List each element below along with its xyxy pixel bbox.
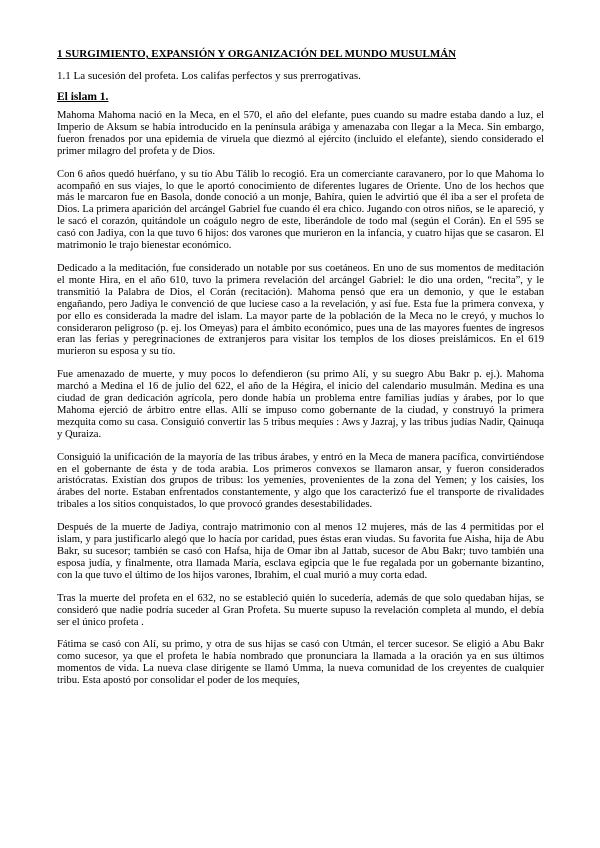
document-title: 1 SURGIMIENTO, EXPANSIÓN Y ORGANIZACIÓN DEL MUNDO MUSULMÁN	[57, 48, 457, 60]
paragraph-5: Consiguió la unificación de la mayoría de las tribus árabes, y entró en la Meca de manera pacífica, convirtiéndose en el gobernante de ésta y de toda arabia. Los primeros convexos se llamaron ansar, y fueron considerados aristócratas. Existían dos grupos de tribus: los yemeníes, provenientes de la zona del Yemen; y los caisíes, los árabes del norte. Estaban enfrentados constantemente, y algo que los caracterizó fue el transporte de rivalidades tribales a los sitios conquistados, lo que provocó grandes desestabilidades.	[57, 451, 544, 511]
paragraph-6: Después de la muerte de Jadiya, contrajo matrimonio con al menos 12 mujeres, más de las 4 permitidas por el islam, y para justificarlo alegó que lo hacía por caridad, pues éstas eran viudas. Su favorita fue Aisha, hija de Abu Bakr, su sucesor; también se casó con Hafsa, hija de Omar ibn al Jattab, sucesor de Abu Bakr; tuvo también una esposa judía, y finalmente, otra llamada María, esclava egipcia que le fue regalada por un gobernante bizantino, con la que tuvo el último de los hijos varones, Ibrahim, el cual murió a muy corta edad.	[57, 522, 544, 581]
document-page	[57, 48, 544, 698]
section-heading: El islam 1.	[57, 91, 109, 103]
paragraph-8: Fátima se casó con Alí, su primo, y otra de sus hijas se casó con Utmán, el tercer sucesor. Se eligió a Abu Bakr como sucesor, ya que el profeta le había nombrado que pronunciara la llamada a la oración ya en sus últimos momentos de vida. La nueva clase dirigente se llamó Umma, la nueva comunidad de los creyentes de cualquier tribu. Esta apostó por consolidar el poder de los mequíes,	[57, 639, 544, 687]
paragraph-3: Dedicado a la meditación, fue considerado un notable por sus coetáneos. En uno de sus momentos de meditación el monte Hira, en el año 610, tuvo la primera revelación del arcángel Gabriel: le dio una orden, “recita”, y le transmitió la Palabra de Dios, el Corán (recitación). Mahoma pensó que era un demonio, y que le estaban engañando, pero Jadiya le convenció de que luciese caso a la revelación, y así fue. Esta fue la primera convexa, y por ello es considerada la madre del islam. La mayor parte de la población de la Meca no le creyó, y muchos lo consideraron peligroso (p. ej. los Omeyas) para el ámbito económico, pues una de las mayores fuentes de ingresos eran las ferias y peregrinaciones de extranjeros para visitar los templos de los dioses preislámicos. En el 619 murieron su esposa y su tío.	[57, 262, 544, 358]
paragraph-2: Con 6 años quedó huérfano, y su tío Abu Tálib lo recogió. Era un comerciante caravanero, por lo que Mahoma lo acompañó en sus viajes, lo que le aportó conocimiento de diferentes lugares de Oriente. Uno de los hechos que más le marcaron fue en Basola, donde conoció a un monje, Bahíra, quien le advirtió que él iba a ser el profeta de Dios. La primera aparición del arcángel Gabriel fue cuando él era chico. Jugando con otros niños, se le apareció, y le sacó el corazón, quitándole un coágulo negro de este, liberándole de todo mal (según el Corán). En el 595 se casó con Jadiya, con la que tuvo 6 hijos: dos varones que murieron en la infancia, y cuatro hijas que se casaron. El matrimonio le trajo bienestar económico.	[57, 168, 544, 252]
paragraph-1: Mahoma Mahoma nació en la Meca, en el 570, el año del elefante, pues cuando su madre estaba dando a luz, el Imperio de Aksum se había introducido en la península arábiga y amenazaba con llegar a la Meca. Sin embargo, fueron frenados por una epidemia de viruela que diezmó al ejército (incluido el elefante), siendo considerado el primer milagro del profeta y de Dios.	[57, 110, 544, 157]
paragraph-4: Fue amenazado de muerte, y muy pocos lo defendieron (su primo Alí, y su suegro Abu Bakr p. ej.). Mahoma marchó a Medina el 16 de julio del 622, el año de la Hégira, el inicio del calendario musulmán. Medina es una ciudad de gran dedicación agrícola, pero donde había un problema entre familias judías y árabes, por lo que Mahoma ejerció de árbitro entre ellas. Allí se impuso como gobernante de la ciudad, y construyó la primera mezquita como su casa. Consiguió convertir las 5 tribus mequíes : Aws y Jazraj, y las tribus judías Nadir, Qainuqa y Quraiza.	[57, 369, 544, 440]
paragraph-7: Tras la muerte del profeta en el 632, no se estableció quién lo sucedería, además de que solo quedaban hijas, se consideró que nadie podría suceder al Gran Profeta. Su muerte supuso la revelación completa al mundo, el debía ser el único profeta .	[57, 592, 544, 628]
document-subtitle: 1.1 La sucesión del profeta. Los califas perfectos y sus prerrogativas.	[57, 70, 361, 82]
